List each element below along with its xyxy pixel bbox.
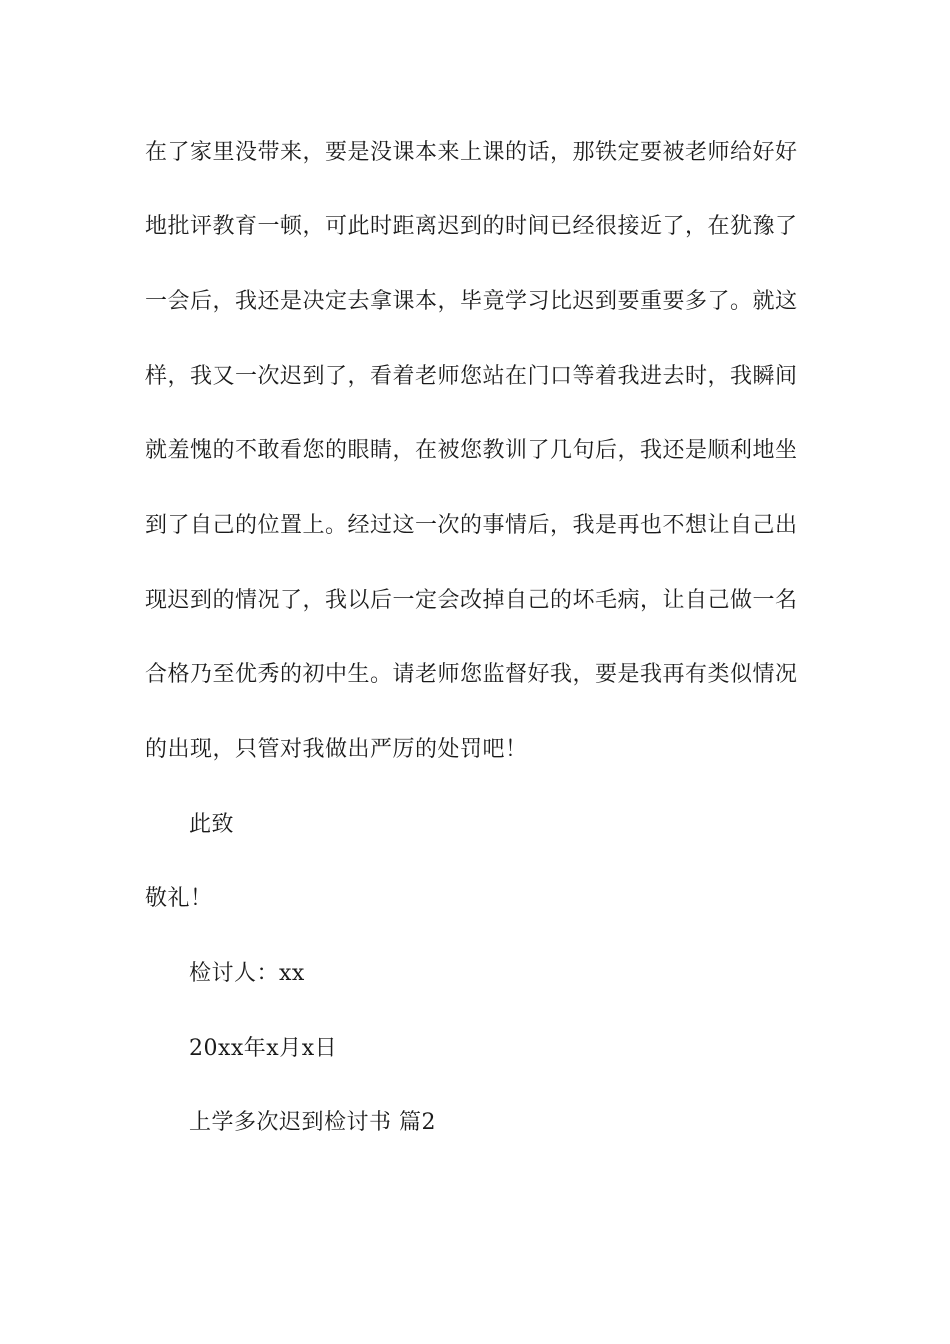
body-line-1: 在了家里没带来，要是没课本来上课的话，那铁定要被老师给好好 (145, 140, 798, 165)
body-line-5: 就羞愧的不敢看您的眼睛，在被您教训了几句后，我还是顺利地坐 (145, 438, 798, 463)
body-line-7: 现迟到的情况了，我以后一定会改掉自己的坏毛病，让自己做一名 (145, 588, 798, 613)
body-line-6: 到了自己的位置上。经过这一次的事情后，我是再也不想让自己出 (145, 513, 798, 538)
body-line-9: 的出现，只管对我做出严厉的处罚吧！ (145, 737, 528, 762)
body-line-2: 地批评教育一顿，可此时距离迟到的时间已经很接近了，在犹豫了 (145, 214, 798, 239)
closing-salutation: 此致 (189, 812, 235, 837)
date-line: 20xx年x月x日 (189, 1036, 338, 1061)
next-section-title: 上学多次迟到检讨书 篇2 (189, 1110, 436, 1135)
signer-line: 检讨人：xx (189, 961, 305, 986)
body-line-3: 一会后，我还是决定去拿课本，毕竟学习比迟到要重要多了。就这 (145, 289, 798, 314)
body-line-8: 合格乃至优秀的初中生。请老师您监督好我，要是我再有类似情况 (145, 662, 798, 687)
closing-respect: 敬礼！ (145, 886, 213, 911)
body-line-4: 样，我又一次迟到了，看着老师您站在门口等着我进去时，我瞬间 (145, 364, 798, 389)
